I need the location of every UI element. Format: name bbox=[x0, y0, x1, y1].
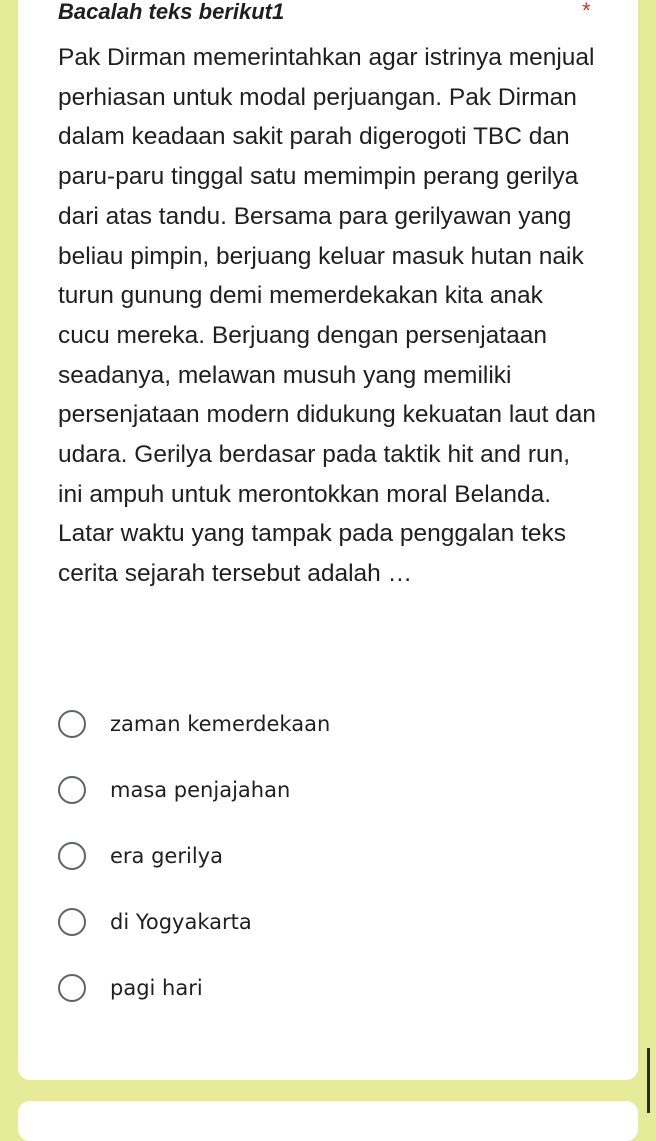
option-pagi-hari[interactable] bbox=[58, 972, 578, 1004]
radio-unchecked-icon[interactable] bbox=[58, 974, 86, 1002]
option-label: di Yogyakarta bbox=[110, 910, 252, 934]
option-zaman-kemerdekaan[interactable] bbox=[58, 708, 578, 740]
option-era-gerilya[interactable] bbox=[58, 840, 578, 872]
question-title: Bacalah teks berikut1 bbox=[58, 0, 285, 24]
radio-unchecked-icon[interactable] bbox=[58, 776, 86, 804]
option-di-yogyakarta[interactable] bbox=[58, 906, 578, 938]
next-question-card bbox=[18, 1101, 638, 1141]
radio-unchecked-icon[interactable] bbox=[58, 908, 86, 936]
option-label: pagi hari bbox=[110, 976, 203, 1000]
radio-unchecked-icon[interactable] bbox=[58, 842, 86, 870]
question-text: Pak Dirman memerintahkan agar istrinya menjual perhiasan untuk modal perjuangan. Pak Dirman dalam keadaan sakit parah digerogoti TBC dan paru-paru tinggal satu memimpin perang gerilya dari atas tandu. Bersama para gerilyawan yang beliau pimpin, berjuang keluar masuk hutan naik turun gunung demi memerdekakan kita anak cucu mereka. Berjuang dengan persenjataan seadanya, melawan musuh yang memiliki persenjataan modern didukung kekuatan laut dan udara. Gerilya berdasar pada taktik hit and run, ini ampuh untuk merontokkan moral Belanda. Latar waktu yang tampak pada penggalan teks cerita sejarah tersebut adalah … bbox=[58, 44, 597, 588]
required-asterisk: * bbox=[582, 0, 591, 23]
option-label: zaman kemerdekaan bbox=[110, 712, 331, 736]
radio-unchecked-icon[interactable] bbox=[58, 710, 86, 738]
option-label: era gerilya bbox=[110, 844, 223, 868]
answer-options bbox=[58, 708, 578, 1038]
scrollbar-thumb[interactable] bbox=[647, 1048, 650, 1113]
option-label: masa penjajahan bbox=[110, 778, 291, 802]
option-masa-penjajahan[interactable] bbox=[58, 774, 578, 806]
